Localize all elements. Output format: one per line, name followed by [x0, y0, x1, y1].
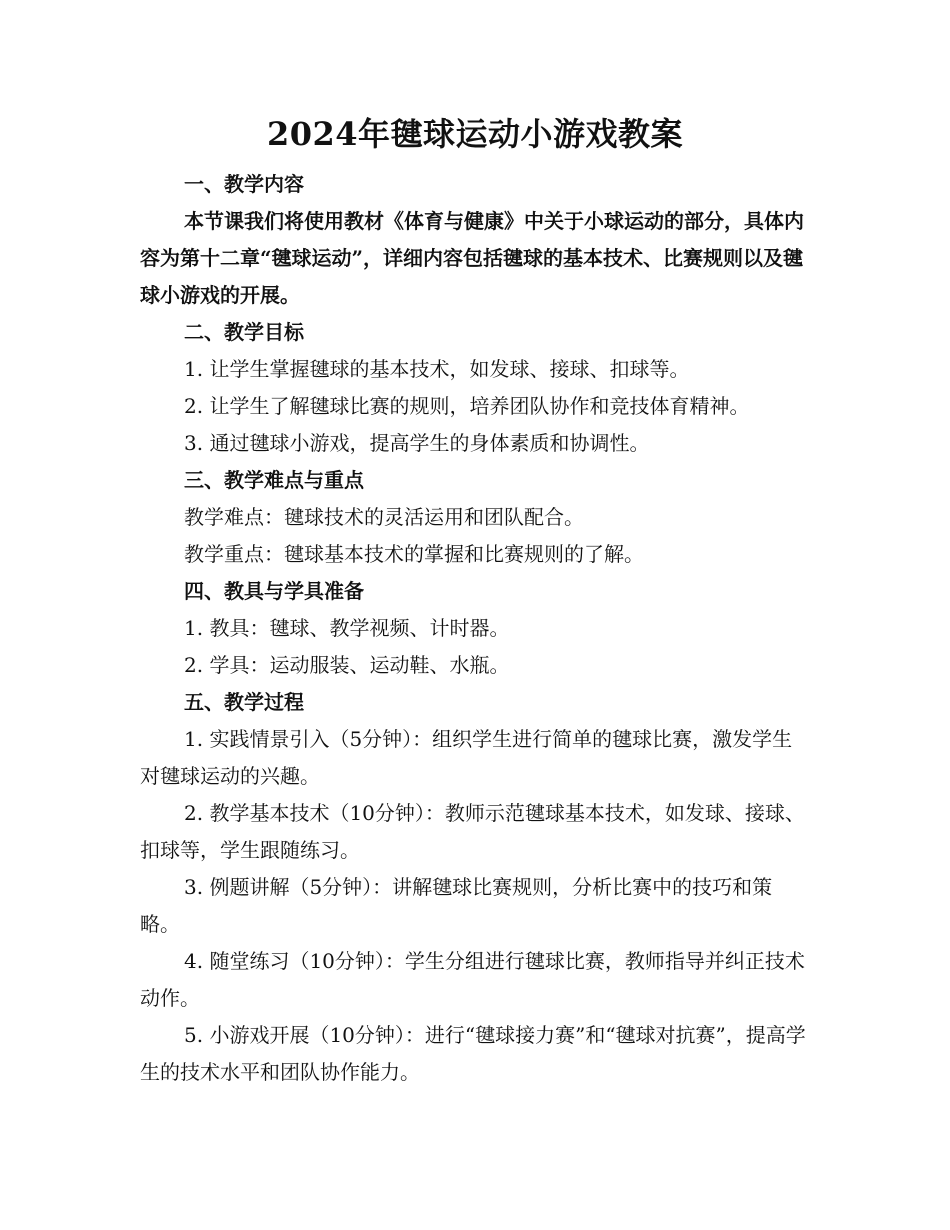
- materials-item: 2. 学具：运动服装、运动鞋、水瓶。: [184, 653, 510, 677]
- section-paragraph-content: 本节课我们将使用教材《体育与健康》中关于小球运动的部分，具体内容为第十二章“毽球运动”，详细内容包括毽球的基本技术、比赛规则以及毽球小游戏的开展。: [140, 209, 804, 307]
- materials-item: 1. 教具：毽球、教学视频、计时器。: [184, 616, 510, 640]
- document-body: [140, 166, 812, 1091]
- document-title: 2024年毽球运动小游戏教案: [266, 115, 684, 153]
- process-item: 4. 随堂练习（10分钟）：学生分组进行毽球比赛，教师指导并纠正技术动作。: [140, 949, 805, 1010]
- process-item: 5. 小游戏开展（10分钟）：进行“毽球接力赛”和“毽球对抗赛”，提高学生的技术水平和团队协作能力。: [140, 1023, 806, 1084]
- process-item: 3. 例题讲解（5分钟）：讲解毽球比赛规则，分析比赛中的技巧和策略。: [140, 875, 773, 936]
- section-heading-difficulties: 三、教学难点与重点: [184, 468, 364, 492]
- difficulty-item: 教学难点：毽球技术的灵活运用和团队配合。: [184, 505, 584, 529]
- process-item: 1. 实践情景引入（5分钟）：组织学生进行简单的毽球比赛，激发学生对毽球运动的兴趣。: [140, 727, 793, 788]
- key-point-item: 教学重点：毽球基本技术的掌握和比赛规则的了解。: [184, 542, 644, 566]
- section-heading-materials: 四、教具与学具准备: [184, 579, 364, 603]
- section-heading-process: 五、教学过程: [184, 690, 304, 714]
- goal-item: 2. 让学生了解毽球比赛的规则，培养团队协作和竞技体育精神。: [184, 394, 750, 418]
- goal-item: 3. 通过毽球小游戏，提高学生的身体素质和协调性。: [184, 431, 650, 455]
- section-heading-goals: 二、教学目标: [184, 320, 304, 344]
- process-item: 2. 教学基本技术（10分钟）：教师示范毽球基本技术，如发球、接球、扣球等，学生跟随练习。: [140, 801, 805, 862]
- section-heading-content: 一、教学内容: [184, 172, 304, 196]
- goal-item: 1. 让学生掌握毽球的基本技术，如发球、接球、扣球等。: [184, 357, 690, 381]
